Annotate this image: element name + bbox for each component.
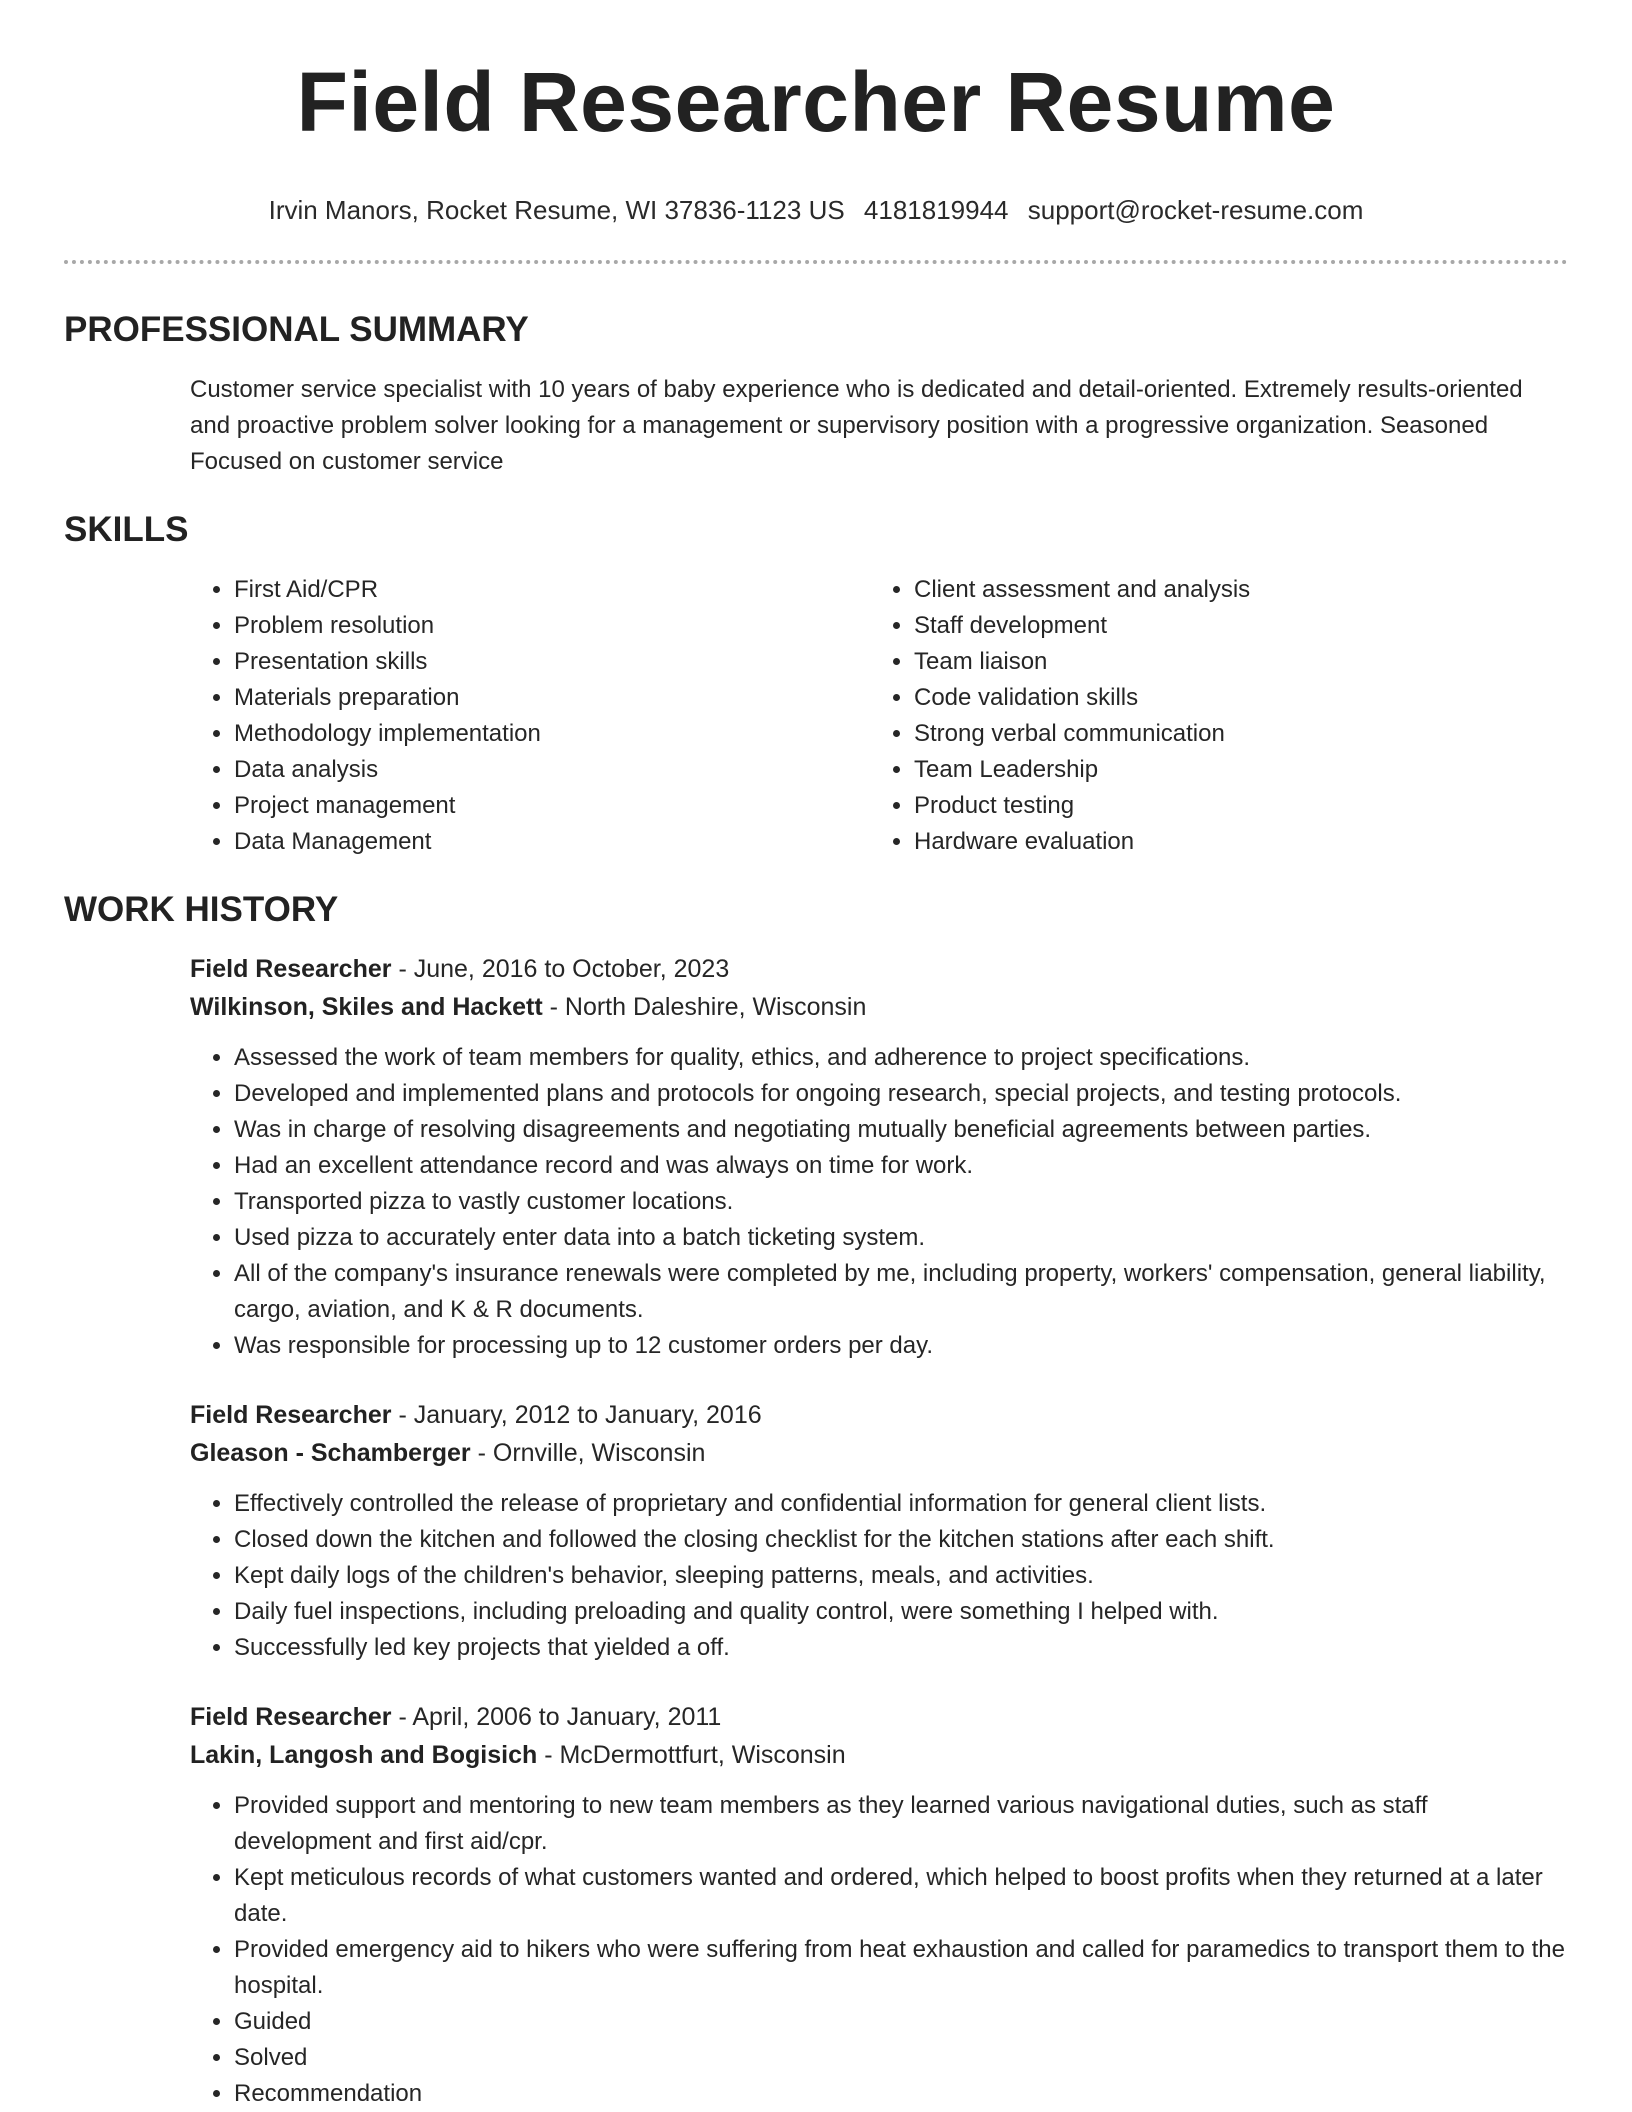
- job-company-line: [190, 1434, 1568, 1472]
- job-location: - McDermottfurt, Wisconsin: [537, 1741, 846, 1769]
- job-bullet: • Effectively controlled the release of proprietary and confidential information for general client lists.: [234, 1486, 1568, 1522]
- skill-item: • Presentation skills: [234, 644, 870, 680]
- job-company-line: [190, 1736, 1568, 1774]
- job-company: Wilkinson, Skiles and Hackett: [190, 993, 543, 1021]
- job-bullet: • Provided emergency aid to hikers who were suffering from heat exhaustion and called for paramedics to transport them to the hospital.: [234, 1932, 1568, 2004]
- skill-item: • First Aid/CPR: [234, 572, 870, 608]
- skill-item: • Problem resolution: [234, 608, 870, 644]
- contact-line: [64, 194, 1568, 226]
- job-title: Field Researcher: [190, 1401, 392, 1429]
- skill-item: • Hardware evaluation: [914, 824, 1550, 860]
- job-bullet: • Transported pizza to vastly customer locations.: [234, 1184, 1568, 1220]
- skills-list-right: [870, 572, 1550, 860]
- skill-item: • Code validation skills: [914, 680, 1550, 716]
- contact-phone: 4181819944: [863, 195, 1009, 225]
- job-company: Lakin, Langosh and Bogisich: [190, 1741, 538, 1769]
- job-bullet: • Used pizza to accurately enter data into a batch ticketing system.: [234, 1220, 1568, 1256]
- job-dates: - June, 2016 to October, 2023: [391, 955, 730, 983]
- job-bullet: • Had an excellent attendance record and was always on time for work.: [234, 1148, 1568, 1184]
- job-bullet: • Kept meticulous records of what customers wanted and ordered, which helped to boost profits when they returned at a later date.: [234, 1860, 1568, 1932]
- skill-item: • Data analysis: [234, 752, 870, 788]
- job-bullet: • Was responsible for processing up to 12 customer orders per day.: [234, 1328, 1568, 1364]
- job-company-line: [190, 988, 1568, 1026]
- job-title-line: [190, 950, 1568, 988]
- job-bullet: • Successfully led key projects that yielded a off.: [234, 1630, 1568, 1666]
- contact-address: Irvin Manors, Rocket Resume, WI 37836-1123 US: [268, 195, 845, 225]
- skill-item: • Client assessment and analysis: [914, 572, 1550, 608]
- job-entry: [64, 950, 1568, 1364]
- job-location: - North Daleshire, Wisconsin: [542, 993, 867, 1021]
- skills-heading: SKILLS: [64, 510, 189, 549]
- job-bullet: • Developed and implemented plans and protocols for ongoing research, special projects, and testing protocols.: [234, 1076, 1568, 1112]
- job-dates: - April, 2006 to January, 2011: [391, 1703, 722, 1731]
- summary-heading: PROFESSIONAL SUMMARY: [64, 310, 529, 349]
- job-title: Field Researcher: [190, 955, 392, 983]
- work-heading: WORK HISTORY: [64, 890, 339, 929]
- job-bullet: • Recommendation: [234, 2076, 1568, 2112]
- resume-title: Field Researcher Resume: [296, 55, 1336, 149]
- skill-item: • Product testing: [914, 788, 1550, 824]
- job-title-line: [190, 1396, 1568, 1434]
- skill-item: • Data Management: [234, 824, 870, 860]
- skill-item: • Materials preparation: [234, 680, 870, 716]
- job-bullet: • All of the company's insurance renewals were completed by me, including property, workers' compensation, general liability, cargo, aviation, and K & R documents.: [234, 1256, 1568, 1328]
- skill-item: • Team Leadership: [914, 752, 1550, 788]
- job-bullet: • Daily fuel inspections, including preloading and quality control, were something I helped with.: [234, 1594, 1568, 1630]
- job-title-line: [190, 1698, 1568, 1736]
- job-bullet: • Assessed the work of team members for quality, ethics, and adherence to project specifications.: [234, 1040, 1568, 1076]
- job-bullet: • Was in charge of resolving disagreements and negotiating mutually beneficial agreements between parties.: [234, 1112, 1568, 1148]
- job-entry: [64, 1396, 1568, 1666]
- job-bullet: • Provided support and mentoring to new team members as they learned various navigational duties, such as staff development and first aid/cpr.: [234, 1788, 1568, 1860]
- skills-list-left: [190, 572, 870, 860]
- summary-text: Customer service specialist with 10 years of baby experience who is dedicated and detail-oriented. Extremely results-oriented and proactive problem solver looking for a management or supervisory position with a progressive organization. Seasoned Focused on customer service: [190, 376, 1523, 475]
- skill-item: • Project management: [234, 788, 870, 824]
- contact-email[interactable]: support@rocket-resume.com: [1027, 195, 1364, 225]
- job-bullets: [190, 1040, 1568, 1364]
- job-bullets: [190, 1486, 1568, 1666]
- skills-columns: [64, 572, 1568, 860]
- job-location: - Ornville, Wisconsin: [470, 1439, 706, 1467]
- summary-section: [64, 308, 1568, 480]
- job-bullet: • Kept daily logs of the children's behavior, sleeping patterns, meals, and activities.: [234, 1558, 1568, 1594]
- job-bullets: [190, 1788, 1568, 2112]
- header-divider: [64, 260, 1568, 264]
- skill-item: • Methodology implementation: [234, 716, 870, 752]
- job-entry: [64, 1698, 1568, 2112]
- skill-item: • Team liaison: [914, 644, 1550, 680]
- job-dates: - January, 2012 to January, 2016: [391, 1401, 762, 1429]
- skills-section: [64, 508, 1568, 860]
- skill-item: • Staff development: [914, 608, 1550, 644]
- job-bullet: • Solved: [234, 2040, 1568, 2076]
- job-title: Field Researcher: [190, 1703, 392, 1731]
- job-bullet: • Guided: [234, 2004, 1568, 2040]
- skill-item: • Strong verbal communication: [914, 716, 1550, 752]
- job-bullet: • Closed down the kitchen and followed the closing checklist for the kitchen stations after each shift.: [234, 1522, 1568, 1558]
- job-company: Gleason - Schamberger: [190, 1439, 471, 1467]
- work-section: [64, 888, 1568, 2112]
